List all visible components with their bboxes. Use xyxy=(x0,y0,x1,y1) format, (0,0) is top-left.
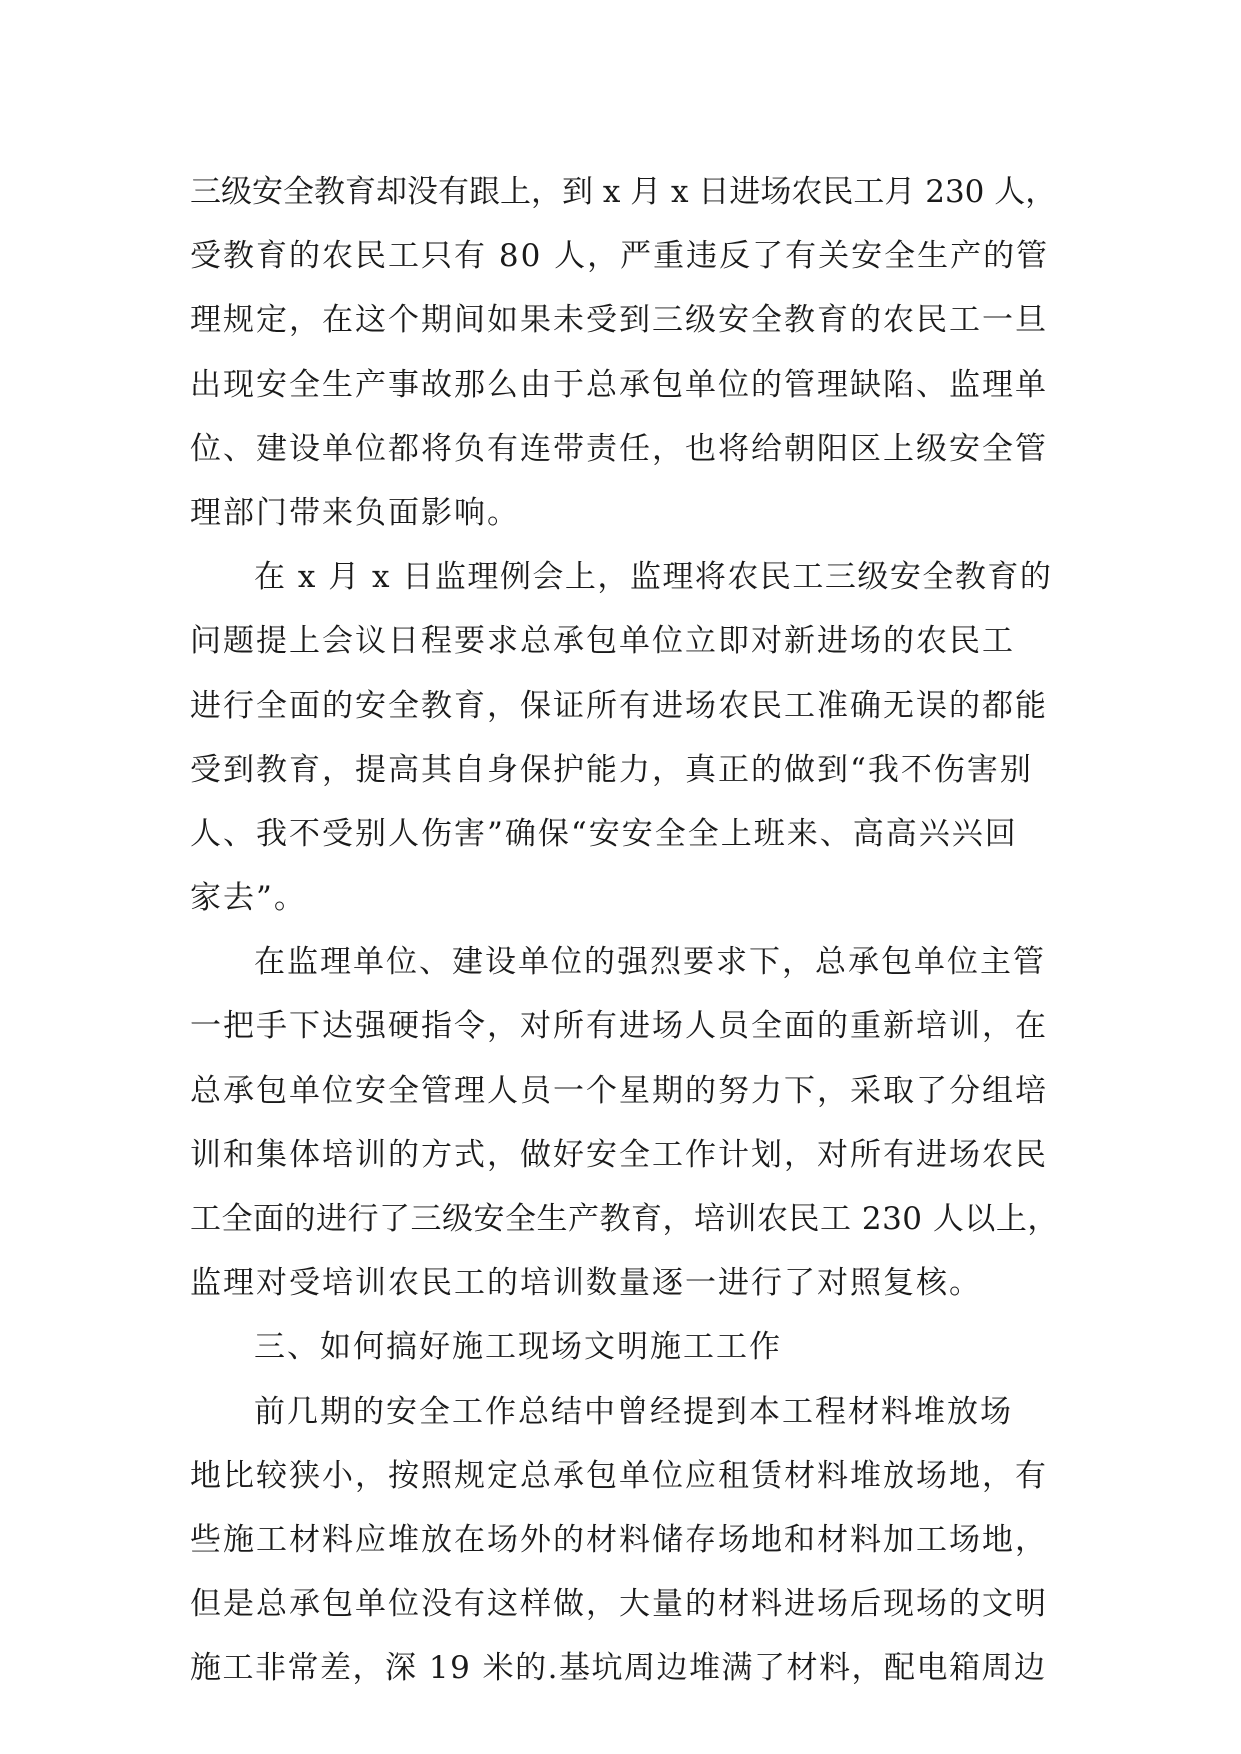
text-line: 家去”。 xyxy=(190,880,307,917)
text-line: 出现安全生产事故那么由于总承包单位的管理缺陷、监理单 xyxy=(190,366,1048,403)
text-line: 位、建设单位都将负有连带责任，也将给朝阳区上级安全管 xyxy=(190,430,1048,467)
text-line: 工全面的进行了三级安全生产教育，培训农民工 230 人以上， xyxy=(190,1201,1059,1237)
text-line: 训和集体培训的方式，做好安全工作计划，对所有进场农民 xyxy=(190,1136,1048,1173)
text-line: 地比较狭小，按照规定总承包单位应租赁材料堆放场地，有 xyxy=(190,1457,1048,1494)
text-line: 一把手下达强硬指令，对所有进场人员全面的重新培训，在 xyxy=(190,1008,1048,1045)
text-line: 理规定，在这个期间如果未受到三级安全教育的农民工一旦 xyxy=(190,302,1048,339)
text-line: 受到教育，提高其自身保护能力，真正的做到“我不伤害别 xyxy=(190,751,1033,788)
text-line: 些施工材料应堆放在场外的材料储存场地和材料加工场地， xyxy=(190,1521,1048,1558)
text-line: 人、我不受别人伤害”确保“安安全全上班来、高高兴兴回 xyxy=(190,815,1018,852)
text-line: 三、如何搞好施工现场文明施工工作 xyxy=(254,1329,782,1366)
text-line: 在 x 月 x 日监理例会上，监理将农民工三级安全教育的 xyxy=(254,559,1053,596)
text-line: 施工非常差，深 19 米的.基坑周边堆满了材料，配电箱周边 xyxy=(190,1650,1047,1687)
text-line: 前几期的安全工作总结中曾经提到本工程材料堆放场 xyxy=(254,1393,1013,1430)
text-line: 受教育的农民工只有 80 人，严重违反了有关安全生产的管 xyxy=(190,238,1050,275)
text-line: 但是总承包单位没有这样做，大量的材料进场后现场的文明 xyxy=(190,1586,1048,1623)
text-line: 总承包单位安全管理人员一个星期的努力下，采取了分组培 xyxy=(190,1072,1048,1109)
text-line: 在监理单位、建设单位的强烈要求下，总承包单位主管 xyxy=(254,944,1046,981)
document-body xyxy=(190,160,1060,1701)
text-line: 进行全面的安全教育，保证所有进场农民工准确无误的都能 xyxy=(190,687,1048,724)
text-line: 三级安全教育却没有跟上，到 x 月 x 日进场农民工月 230 人， xyxy=(190,174,1057,210)
text-line: 理部门带来负面影响。 xyxy=(190,494,520,531)
text-line: 监理对受培训农民工的培训数量逐一进行了对照复核。 xyxy=(190,1265,982,1302)
text-line: 问题提上会议日程要求总承包单位立即对新进场的农民工 xyxy=(190,623,1015,660)
